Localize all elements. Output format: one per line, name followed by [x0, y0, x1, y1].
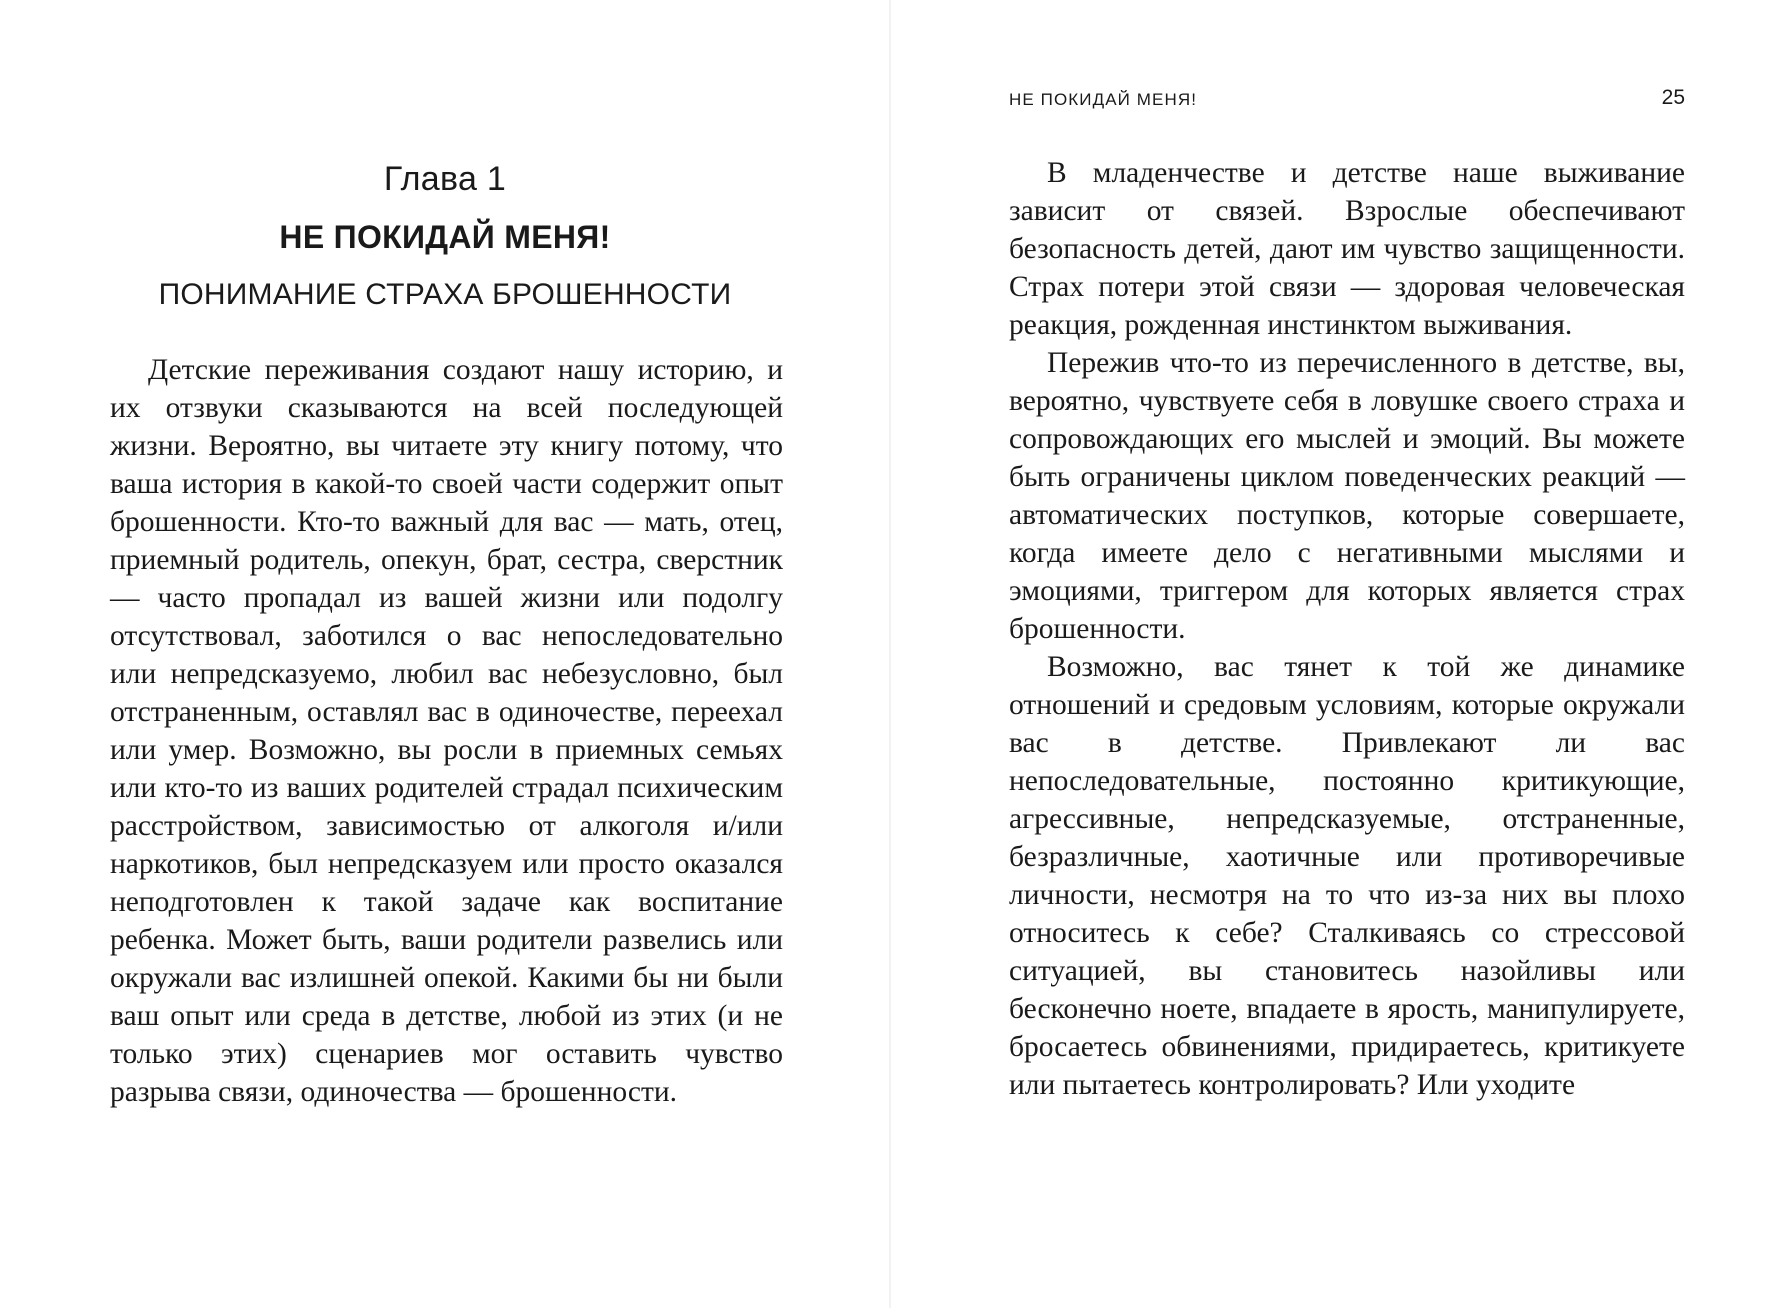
- paragraph: Детские переживания создают нашу историю, и их отзвуки сказываются на всей последующей жизни. Вероятно, вы читаете эту книгу потому, что ваша история в какой-то своей части содержит опыт брошенности. Кто-то важный для вас — мать, отец, приемный родитель, опекун, брат, сестра, сверстник — часто пропадал из вашей жизни или подолгу отсутствовал, заботился о вас непоследовательно или непредсказуемо, любил вас небезусловно, был отстраненным, оставлял вас в одиночестве, переехал или умер. Возможно, вы росли в приемных семьях или кто-то из ваших родителей страдал психическим расстройством, зависимостью от алкоголя и/или наркотиков, был непредсказуем или просто оказался неподготовлен к такой задаче как воспитание ребенка. Может быть, ваши родители развелись или окружали вас излишней опекой. Какими бы ни были ваш опыт или среда в детстве, любой из этих (и не только этих) сценариев мог оставить чувство разрыва связи, одиночества — брошенности.: [110, 354, 783, 1108]
- paragraph: В младенчестве и детстве наше выживание зависит от связей. Взрослые обеспечивают безопасность детей, дают им чувство защищенности. Страх потери этой связи — здоровая человеческая реакция, рожденная инстинктом выживания.: [1009, 157, 1685, 341]
- chapter-title: НЕ ПОКИДАЙ МЕНЯ!: [279, 219, 611, 255]
- page-number: 25: [1661, 86, 1685, 109]
- left-body-text: [110, 351, 783, 1111]
- right-body-text: [1009, 154, 1685, 1104]
- running-header: [1009, 86, 1685, 114]
- chapter-subtitle: ПОНИМАНИЕ СТРАХА БРОШЕННОСТИ: [158, 278, 732, 311]
- paragraph: Пережив что-то из перечисленного в детстве, вы, вероятно, чувствуете себя в ловушке своего страха и сопровождающих его мыслей и эмоций. Вы можете быть ограничены циклом поведенческих реакций — автоматических поступков, которые совершаете, когда имеете дело с негативными мыслями и эмоциями, триггером для которых является страх брошенности.: [1009, 347, 1685, 645]
- chapter-heading: [110, 150, 780, 324]
- running-title: НЕ ПОКИДАЙ МЕНЯ!: [1009, 90, 1198, 109]
- paragraph: Возможно, вас тянет к той же динамике отношений и средовым условиям, которые окружали вас в детстве. Привлекают ли вас непоследовательные, постоянно критикующие, агрессивные, непредсказуемые, отстраненные, безразличные, хаотичные или противоречивые личности, несмотря на то что из-за них вы плохо относитесь к себе? Сталкиваясь со стрессовой ситуацией, вы становитесь назойливы или бесконечно ноете, впадаете в ярость, манипулируете, бросаетесь обвинениями, придираетесь, критикуете или пытаетесь контролировать? Или уходите: [1009, 651, 1685, 1101]
- chapter-label: Глава 1: [383, 160, 507, 198]
